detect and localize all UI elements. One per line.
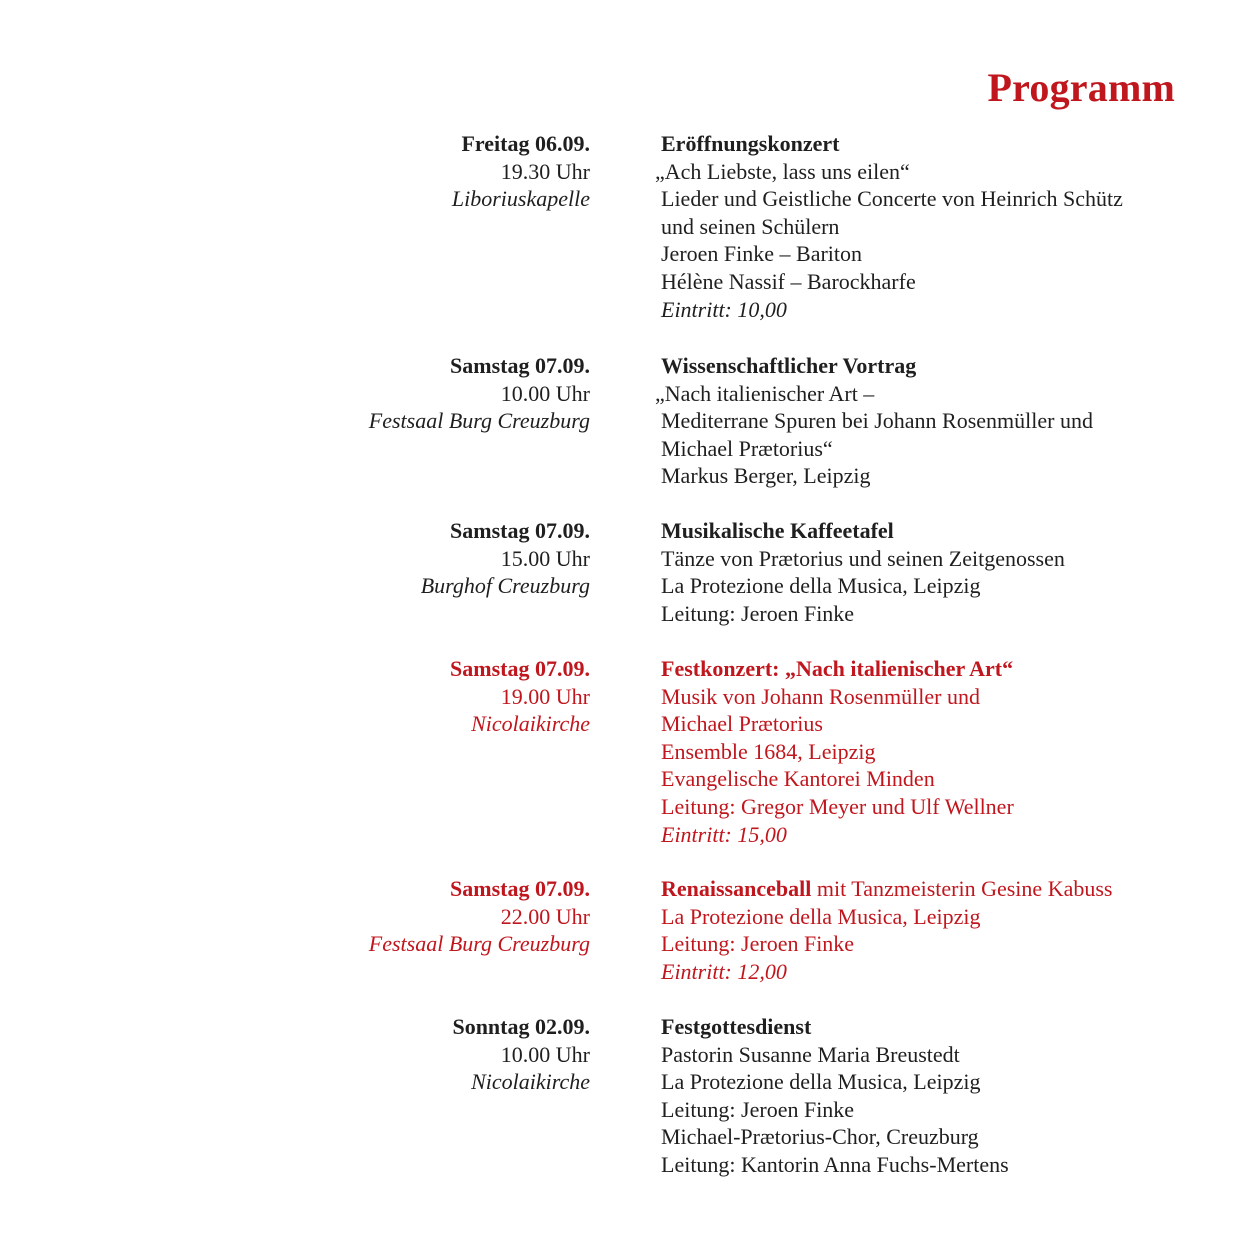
event-meta bbox=[0, 517, 590, 600]
event-time: 19.30 Uhr bbox=[500, 158, 590, 184]
event-line: Leitung: Gregor Meyer und Ulf Wellner bbox=[661, 793, 1014, 819]
event-details bbox=[661, 875, 1201, 985]
event-venue: Burghof Creuzburg bbox=[420, 573, 590, 599]
event-details bbox=[655, 130, 1201, 323]
event-line: La Protezione della Musica, Leipzig bbox=[661, 903, 981, 929]
event-date: Sonntag 02.09. bbox=[452, 1014, 590, 1039]
event-title: Festgottesdienst bbox=[661, 1014, 812, 1039]
event-line: „Nach italienischer Art – bbox=[655, 380, 875, 406]
event-date: Samstag 07.09. bbox=[450, 656, 590, 681]
event-title: Musikalische Kaffeetafel bbox=[661, 518, 894, 543]
event-time: 19.00 Uhr bbox=[500, 683, 590, 709]
event-time: 10.00 Uhr bbox=[500, 380, 590, 406]
event-details bbox=[661, 517, 1201, 627]
event-title: Renaissanceball bbox=[661, 876, 812, 901]
event-time: 10.00 Uhr bbox=[500, 1041, 590, 1067]
event-time: 15.00 Uhr bbox=[500, 545, 590, 571]
event-details bbox=[661, 655, 1201, 848]
event-line: La Protezione della Musica, Leipzig bbox=[661, 573, 981, 599]
event-line: Pastorin Susanne Maria Breustedt bbox=[661, 1041, 960, 1067]
event-details bbox=[661, 1013, 1201, 1179]
event-line: und seinen Schülern bbox=[661, 213, 840, 239]
event-line: Mediterrane Spuren bei Johann Rosenmüller und bbox=[661, 408, 1093, 434]
event-line: Ensemble 1684, Leipzig bbox=[661, 738, 876, 764]
event-details bbox=[655, 352, 1201, 490]
event-line: Jeroen Finke – Bariton bbox=[661, 241, 863, 267]
event-title: Eröffnungskonzert bbox=[661, 131, 840, 156]
event-title-line bbox=[661, 875, 1201, 903]
event-title: Wissenschaftlicher Vortrag bbox=[661, 353, 917, 378]
event-meta bbox=[0, 1013, 590, 1096]
event-title: Festkonzert: „Nach italienischer Art“ bbox=[661, 656, 1014, 681]
event-line: Leitung: Jeroen Finke bbox=[661, 600, 855, 626]
event-price: Eintritt: 12,00 bbox=[661, 958, 787, 984]
event-line: Hélène Nassif – Barockharfe bbox=[661, 268, 916, 294]
event-date: Samstag 07.09. bbox=[450, 876, 590, 901]
event-meta bbox=[0, 352, 590, 435]
event-line: Leitung: Kantorin Anna Fuchs-Mertens bbox=[661, 1151, 1009, 1177]
event-date: Samstag 07.09. bbox=[450, 518, 590, 543]
page-title: Programm bbox=[987, 65, 1175, 110]
event-date: Freitag 06.09. bbox=[461, 131, 590, 156]
event-line: Tänze von Prætorius und seinen Zeitgenossen bbox=[661, 545, 1065, 571]
event-line: Michael-Prætorius-Chor, Creuzburg bbox=[661, 1124, 979, 1150]
event-line: Musik von Johann Rosenmüller und bbox=[661, 683, 980, 709]
event-venue: Nicolaikirche bbox=[471, 1069, 590, 1095]
event-line: Leitung: Jeroen Finke bbox=[661, 1096, 855, 1122]
event-meta bbox=[0, 130, 590, 213]
event-venue: Festsaal Burg Creuzburg bbox=[368, 931, 590, 957]
event-date: Samstag 07.09. bbox=[450, 353, 590, 378]
event-line: Leitung: Jeroen Finke bbox=[661, 931, 855, 957]
event-venue: Festsaal Burg Creuzburg bbox=[368, 408, 590, 434]
event-time: 22.00 Uhr bbox=[500, 903, 590, 929]
event-line: Lieder und Geistliche Concerte von Heinrich Schütz bbox=[661, 186, 1123, 212]
event-meta bbox=[0, 655, 590, 738]
event-meta bbox=[0, 875, 590, 958]
event-line: Michael Prætorius bbox=[661, 711, 823, 737]
event-title-suffix: mit Tanzmeisterin Gesine Kabuss bbox=[811, 876, 1113, 901]
event-venue: Liboriuskapelle bbox=[451, 186, 590, 212]
event-line: Evangelische Kantorei Minden bbox=[661, 766, 935, 792]
event-line: Markus Berger, Leipzig bbox=[661, 463, 871, 489]
event-price: Eintritt: 10,00 bbox=[661, 296, 787, 322]
event-line: Michael Prætorius“ bbox=[661, 435, 833, 461]
event-line: „Ach Liebste, lass uns eilen“ bbox=[655, 158, 910, 184]
event-line: La Protezione della Musica, Leipzig bbox=[661, 1069, 981, 1095]
event-venue: Nicolaikirche bbox=[471, 711, 590, 737]
event-price: Eintritt: 15,00 bbox=[661, 821, 787, 847]
